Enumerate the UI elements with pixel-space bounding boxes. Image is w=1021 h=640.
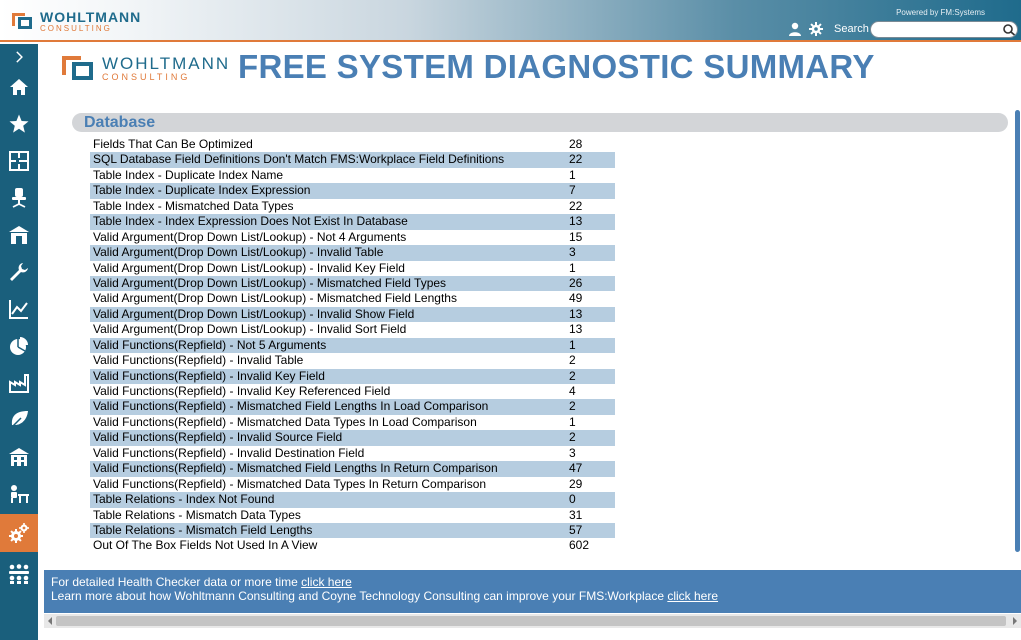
row-value: 1 — [569, 167, 576, 182]
row-label: Valid Argument(Drop Down List/Lookup) - Invalid Key Field — [93, 260, 405, 275]
sidebar-item-people[interactable] — [0, 557, 38, 591]
footer-banner — [44, 570, 1021, 613]
footer-text-1: For detailed Health Checker data or more time — [51, 575, 302, 589]
row-label: Valid Argument(Drop Down List/Lookup) - Not 4 Arguments — [93, 229, 407, 244]
floorplan-icon — [8, 150, 30, 172]
row-value: 28 — [569, 137, 583, 151]
row-label: Table Relations - Mismatch Data Types — [93, 507, 301, 522]
wrench-icon — [8, 261, 30, 283]
health-checker-link[interactable]: click here — [301, 575, 352, 589]
sidebar-item-campus[interactable] — [0, 440, 38, 474]
header-logo[interactable] — [12, 8, 141, 34]
vertical-scrollbar[interactable] — [1015, 110, 1020, 552]
gears-icon — [8, 522, 30, 544]
factory-icon — [8, 372, 30, 394]
sidebar-expand[interactable] — [0, 44, 38, 70]
search-input[interactable] — [877, 23, 997, 36]
row-value: 602 — [569, 538, 590, 553]
row-label: Valid Functions(Repfield) - Invalid Key Referenced Field — [93, 384, 391, 398]
horizontal-scrollbar[interactable] — [44, 614, 1021, 628]
table-row — [90, 261, 615, 276]
workstation-icon — [8, 483, 30, 505]
logo-mark-icon — [12, 11, 34, 31]
row-value: 22 — [569, 152, 583, 167]
row-value: 26 — [569, 275, 583, 290]
star-icon — [8, 113, 30, 135]
home-icon — [8, 76, 30, 98]
search-icon[interactable] — [1002, 23, 1016, 36]
row-value: 29 — [569, 476, 583, 491]
row-label: SQL Database Field Definitions Don't Match FMS:Workplace Field Definitions — [93, 152, 505, 167]
row-label: Valid Functions(Repfield) - Not 5 Arguments — [93, 337, 327, 352]
row-label: Table Index - Duplicate Index Expression — [93, 183, 311, 198]
row-label: Valid Functions(Repfield) - Invalid Table — [93, 353, 304, 368]
row-label: Valid Argument(Drop Down List/Lookup) - Invalid Show Field — [93, 306, 415, 321]
building-icon — [8, 224, 30, 246]
footer-text-2: Learn more about how Wohltmann Consulting and Coyne Technology Consulting can improve your FMS:Workplace — [51, 589, 668, 603]
sidebar-item-space[interactable] — [0, 144, 38, 178]
row-value: 3 — [569, 445, 576, 460]
row-label: Valid Argument(Drop Down List/Lookup) - Mismatched Field Types — [93, 275, 447, 290]
office-chair-icon — [8, 187, 30, 209]
row-value: 1 — [569, 414, 576, 429]
pie-chart-icon — [8, 335, 30, 357]
sidebar-item-favorites[interactable] — [0, 107, 38, 141]
table-row — [90, 214, 615, 229]
line-chart-icon — [8, 298, 30, 320]
table-row — [90, 353, 615, 368]
row-label: Table Relations - Mismatch Field Lengths — [93, 522, 313, 537]
main-logo — [62, 53, 230, 83]
table-row — [90, 461, 615, 476]
table-row — [90, 168, 615, 183]
table-row — [90, 322, 615, 337]
table-row — [90, 276, 615, 291]
row-label: Valid Argument(Drop Down List/Lookup) - Invalid Table — [93, 245, 384, 260]
row-value: 4 — [569, 384, 576, 398]
section-title: Database — [84, 114, 156, 131]
search-box[interactable] — [870, 21, 1018, 38]
main-logo-sub: CONSULTING — [102, 71, 191, 82]
table-row — [90, 538, 615, 553]
table-row — [90, 137, 615, 152]
sidebar-item-reports[interactable] — [0, 292, 38, 326]
table-row — [90, 415, 615, 430]
row-value: 0 — [569, 492, 576, 507]
row-value: 13 — [569, 322, 583, 337]
main-logo-main: WOHLTMANN — [102, 53, 231, 73]
row-value: 47 — [569, 461, 583, 476]
user-icon[interactable] — [788, 22, 802, 36]
table-row — [90, 492, 615, 507]
row-value: 49 — [569, 291, 583, 306]
table-row — [90, 245, 615, 260]
gear-icon[interactable] — [809, 22, 823, 36]
row-value: 15 — [569, 229, 583, 244]
table-row — [90, 230, 615, 245]
leaf-icon — [8, 409, 30, 431]
page-title: FREE SYSTEM DIAGNOSTIC SUMMARY — [238, 48, 875, 85]
table-row — [90, 430, 615, 445]
table-row — [90, 508, 615, 523]
table-row — [90, 183, 615, 198]
row-value: 2 — [569, 430, 576, 445]
row-label: Valid Functions(Repfield) - Mismatched Field Lengths In Load Comparison — [93, 399, 489, 414]
top-header — [0, 0, 1021, 42]
table-row — [90, 384, 615, 399]
logo-mark-icon — [62, 53, 96, 83]
sidebar-item-property[interactable] — [0, 218, 38, 252]
sidebar-item-occupancy[interactable] — [0, 181, 38, 215]
learn-more-link[interactable]: click here — [667, 589, 719, 603]
header-logo-sub: CONSULTING — [40, 23, 112, 33]
sidebar-item-sustainability[interactable] — [0, 403, 38, 437]
row-value: 7 — [569, 183, 576, 198]
row-value: 2 — [569, 399, 576, 414]
sidebar-item-diagnostics[interactable] — [0, 514, 38, 552]
powered-by-text: Powered by FM:Systems — [896, 8, 985, 17]
row-value: 2 — [569, 353, 576, 368]
chevron-right-icon — [11, 49, 27, 65]
row-label: Valid Argument(Drop Down List/Lookup) - Invalid Sort Field — [93, 322, 407, 337]
row-value: 2 — [569, 368, 576, 383]
header-logo-main: WOHLTMANN — [40, 8, 142, 25]
row-value: 1 — [569, 337, 576, 352]
sidebar-item-analytics[interactable] — [0, 329, 38, 363]
row-label: Valid Functions(Repfield) - Invalid Key Field — [93, 368, 325, 383]
sidebar-item-workstations[interactable] — [0, 477, 38, 511]
row-label: Table Index - Duplicate Index Name — [93, 167, 284, 182]
row-value: 57 — [569, 522, 583, 537]
table-row — [90, 523, 615, 538]
row-value: 31 — [569, 507, 583, 522]
row-label: Valid Functions(Repfield) - Invalid Source Field — [93, 430, 343, 445]
table-row — [90, 338, 615, 353]
footer-line-2 — [51, 589, 1014, 603]
footer-line-1 — [51, 575, 1014, 589]
row-value: 1 — [569, 260, 576, 275]
row-value: 22 — [569, 198, 583, 213]
row-label: Table Index - Index Expression Does Not Exist In Database — [93, 214, 408, 229]
sidebar-item-maintenance[interactable] — [0, 255, 38, 289]
row-value: 13 — [569, 306, 583, 321]
team-icon — [8, 563, 30, 585]
row-label: Table Index - Mismatched Data Types — [93, 198, 294, 213]
scroll-right-icon[interactable] — [1009, 614, 1021, 628]
row-label: Out Of The Box Fields Not Used In A View — [93, 538, 318, 553]
diagnostic-table — [90, 137, 615, 554]
row-label: Valid Argument(Drop Down List/Lookup) - Mismatched Field Lengths — [93, 291, 457, 306]
section-header-database — [72, 113, 1008, 132]
horizontal-scroll-thumb[interactable] — [56, 616, 1006, 626]
row-value: 3 — [569, 245, 576, 260]
sidebar — [0, 44, 38, 640]
row-value: 13 — [569, 214, 583, 229]
search-label: Search — [834, 23, 869, 35]
row-label: Valid Functions(Repfield) - Mismatched Field Lengths In Return Comparison — [93, 461, 498, 476]
sidebar-item-home[interactable] — [0, 70, 38, 104]
table-row — [90, 307, 615, 322]
table-row — [90, 291, 615, 306]
sidebar-item-facilities[interactable] — [0, 366, 38, 400]
scroll-left-icon[interactable] — [44, 614, 56, 628]
table-row — [90, 477, 615, 492]
table-row — [90, 446, 615, 461]
row-label: Valid Functions(Repfield) - Invalid Destination Field — [93, 445, 365, 460]
row-label: Valid Functions(Repfield) - Mismatched Data Types In Return Comparison — [93, 476, 487, 491]
table-row — [90, 199, 615, 214]
table-row — [90, 152, 615, 167]
row-label: Valid Functions(Repfield) - Mismatched Data Types In Load Comparison — [93, 414, 477, 429]
row-label: Fields That Can Be Optimized — [93, 137, 253, 151]
campus-icon — [8, 446, 30, 468]
row-label: Table Relations - Index Not Found — [93, 492, 275, 507]
table-row — [90, 399, 615, 414]
table-row — [90, 369, 615, 384]
